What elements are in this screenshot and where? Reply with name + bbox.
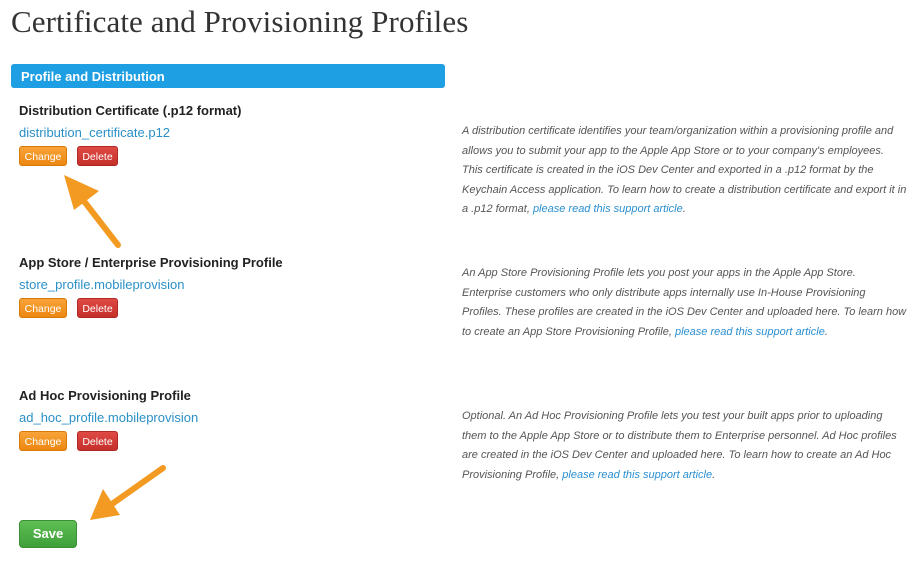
distribution-certificate-change-button[interactable]: Change xyxy=(19,146,67,166)
store-profile-description: An App Store Provisioning Profile lets you post your apps in the Apple App Store. Enterprise customers who only distribute apps internally use In-House Provisioning Profiles. These profiles are created in the iOS Dev Center and uploaded here. To learn how to create an App Store Provisioning Profile, please read this support article. xyxy=(462,267,907,338)
support-article-link[interactable]: please read this support article xyxy=(675,325,825,338)
ad-hoc-profile-title: Ad Hoc Provisioning Profile xyxy=(19,388,191,403)
store-profile-change-button[interactable]: Change xyxy=(19,298,67,318)
arrow-to-save-icon xyxy=(90,468,163,520)
store-profile-file-link[interactable]: store_profile.mobileprovision xyxy=(19,277,185,292)
store-profile-delete-button[interactable]: Delete xyxy=(77,298,118,318)
save-button[interactable]: Save xyxy=(19,520,77,548)
arrow-to-change-icon xyxy=(64,175,118,245)
store-profile-title: App Store / Enterprise Provisioning Profile xyxy=(19,255,283,270)
support-article-link[interactable]: please read this support article xyxy=(562,468,713,481)
ad-hoc-profile-file-link[interactable]: ad_hoc_profile.mobileprovision xyxy=(19,410,199,425)
section-header: Profile and Distribution xyxy=(11,64,445,88)
ad-hoc-profile-change-button[interactable]: Change xyxy=(19,431,67,451)
ad-hoc-profile-description: Optional. An Ad Hoc Provisioning Profile lets you test your built apps prior to uploading them to the Apple App Store or to distribute them to Enterprise personnel. Ad Hoc profiles are created in the iOS Dev Center and uploaded here. To learn how to create an Ad Hoc Provisioning Profile, please read this support article. xyxy=(462,410,897,481)
ad-hoc-profile-delete-button[interactable]: Delete xyxy=(77,431,118,451)
distribution-certificate-delete-button[interactable]: Delete xyxy=(77,146,118,166)
page-title: Certificate and Provisioning Profiles xyxy=(11,4,469,39)
distribution-certificate-title: Distribution Certificate (.p12 format) xyxy=(19,103,242,118)
support-article-link[interactable]: please read this support article xyxy=(532,203,683,215)
distribution-certificate-description: A distribution certificate identifies your team/organization within a provisioning profile and allows you to submit your app to the Apple App Store or to your company's employees. This certificate is created in the iOS Dev Center and exported in a .p12 format by the Keychain Access application. To learn how to create a distribution certificate and export it in a .p12 format, please read this support article. xyxy=(462,125,907,215)
distribution-certificate-file-link[interactable]: distribution_certificate.p12 xyxy=(19,125,171,140)
